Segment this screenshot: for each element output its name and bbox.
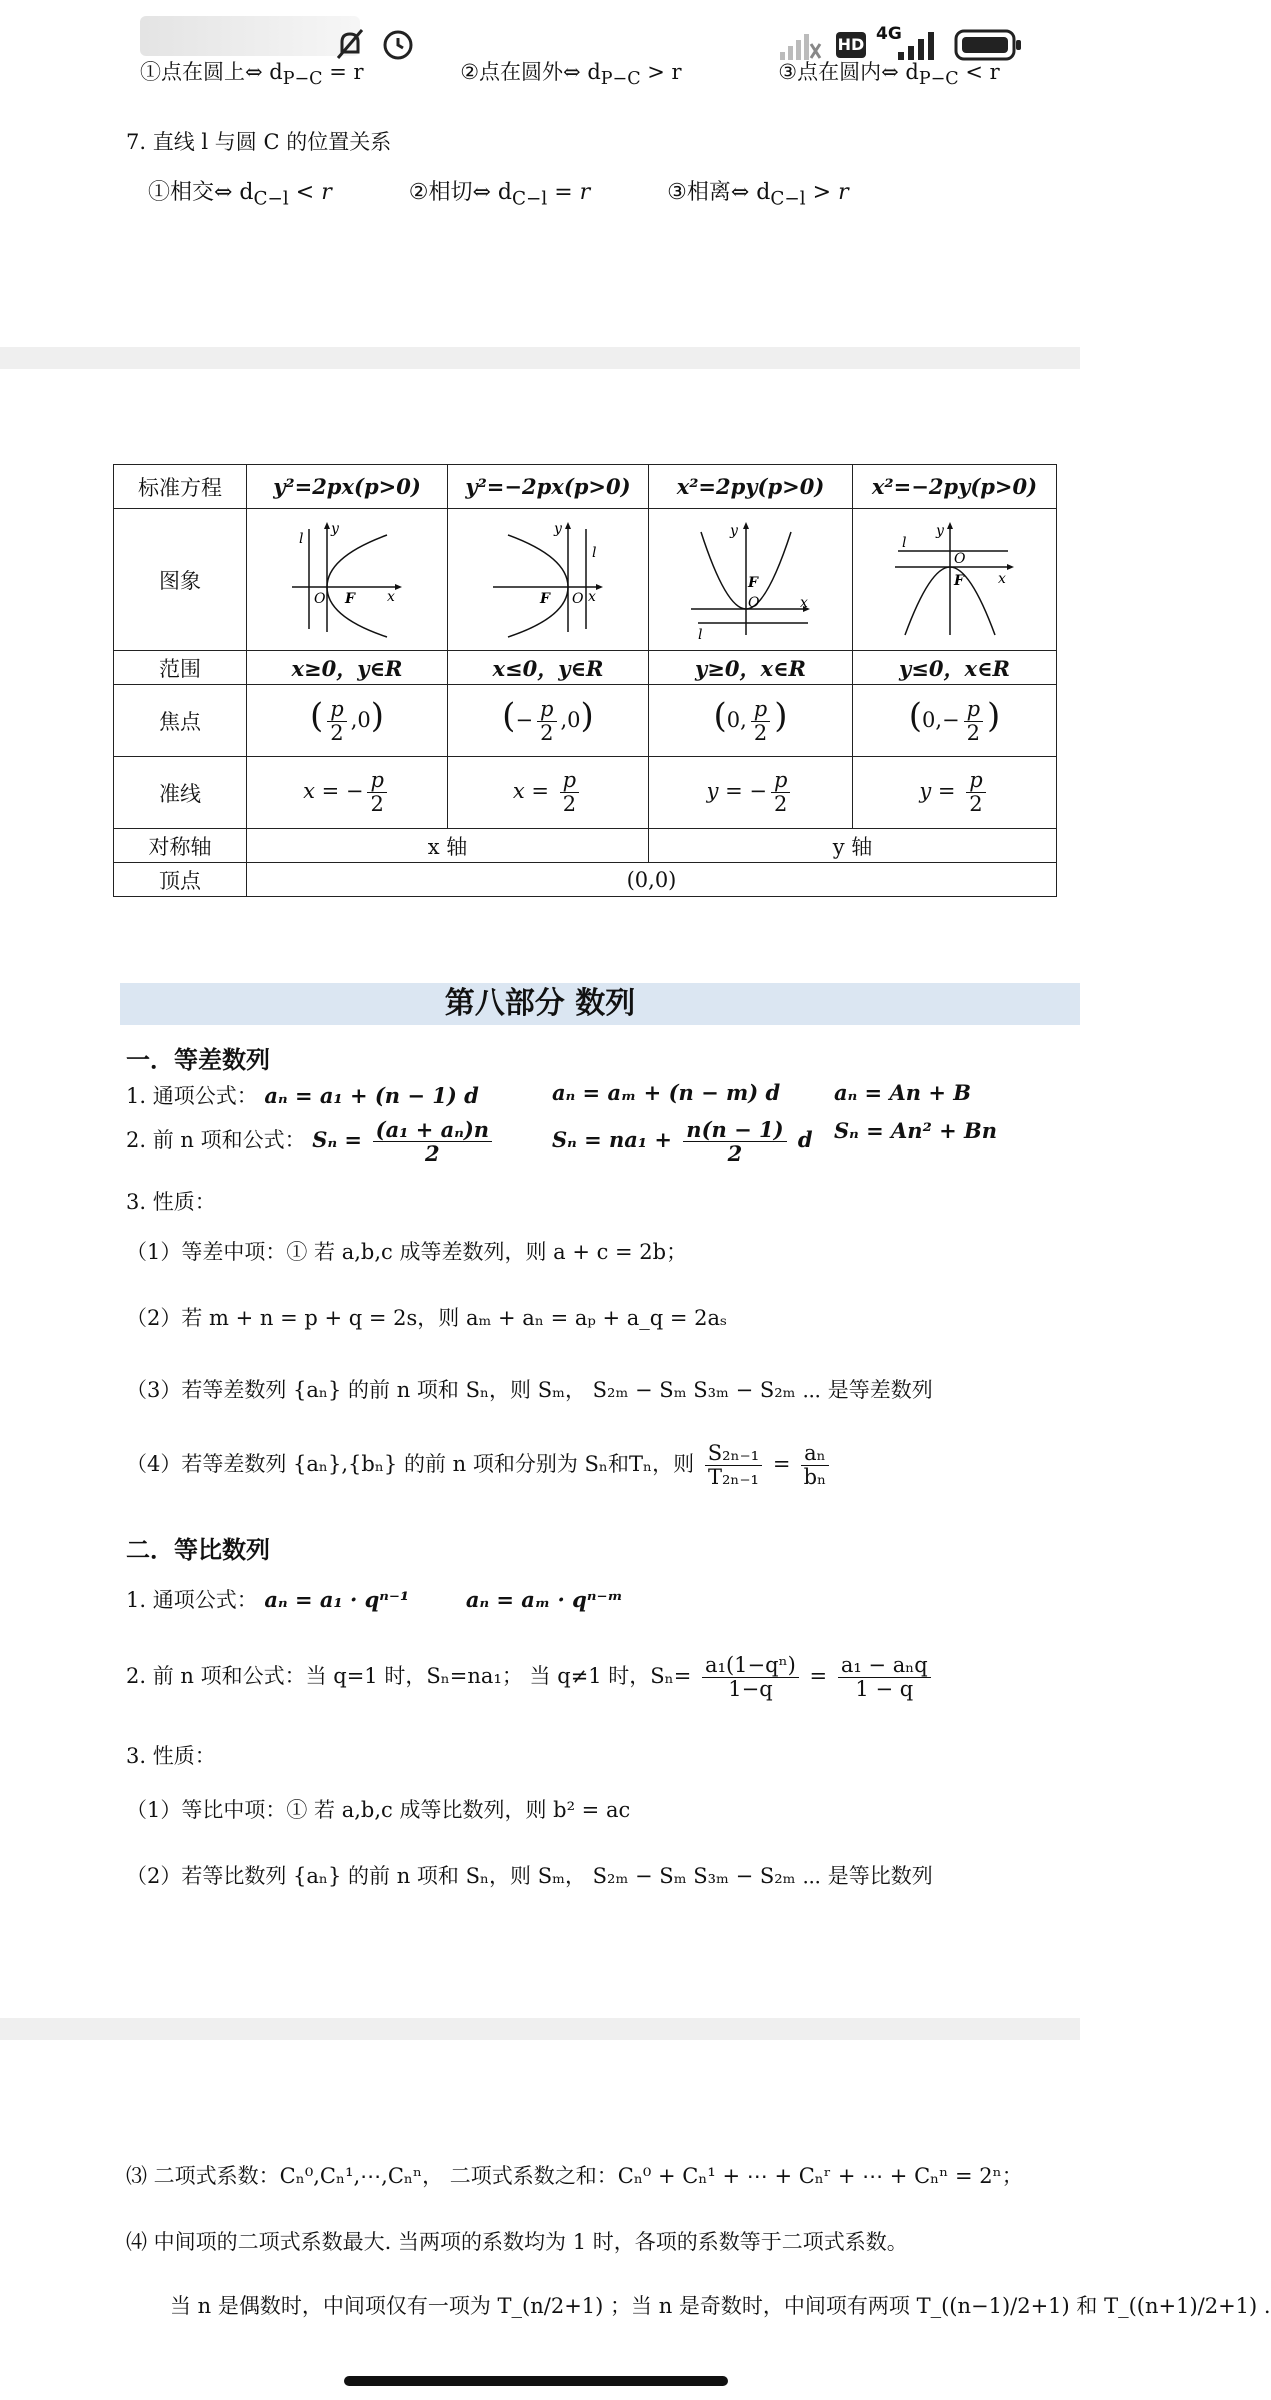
row-label: 范围 xyxy=(114,651,247,685)
vertex-cell: (0,0) xyxy=(247,863,1057,897)
directrix-cell: x = − $\frac{p}{2}$ xyxy=(247,757,448,829)
page-divider xyxy=(0,2018,1080,2040)
binomial-coefficients: ⑶ 二项式系数：Cₙ⁰,Cₙ¹,⋯,Cₙⁿ， 二项式系数之和：Cₙ⁰ + Cₙ¹ + ⋯ + Cₙʳ + ⋯ + Cₙⁿ = 2ⁿ； xyxy=(126,2164,1023,2188)
range-cell: y≤0，x∈R xyxy=(853,651,1057,685)
hd-badge: HD xyxy=(836,32,866,58)
graph-down-parabola xyxy=(853,509,1057,651)
range-cell: x≥0，y∈R xyxy=(247,651,448,685)
header-cell: y²=−2px(p>0) xyxy=(448,465,649,509)
axis-y-cell: y 轴 xyxy=(649,829,1057,863)
top-partial-line: ①点在圆上⇔ $d_{P-C} = r$ ②点在圆外⇔ $d_{P-C} > r$ ③点在圆内⇔ $d_{P-C} < r$ xyxy=(140,60,1000,90)
focus-cell: ( $\frac{p}{2}$ ,0) xyxy=(247,685,448,757)
focus-cell: (− $\frac{p}{2}$ ,0) xyxy=(448,685,649,757)
svg-text:y: y xyxy=(331,521,339,537)
row-label: 对称轴 xyxy=(114,829,247,863)
header-cell: 标准方程 xyxy=(114,465,247,509)
notification-blur xyxy=(140,16,360,56)
svg-text:l: l xyxy=(901,535,906,551)
parabola-table xyxy=(113,464,1057,897)
svg-text:y: y xyxy=(729,523,738,539)
arith-general-term: 1. 通项公式： aₙ = a₁ + (n − 1) d aₙ = aₘ + (n − m) d aₙ = An + B xyxy=(126,1080,971,1108)
arith-property-label: 3. 性质： xyxy=(126,1190,216,1214)
svg-text:x: x xyxy=(588,589,596,605)
svg-text:F: F xyxy=(953,573,964,589)
graph-left-parabola xyxy=(448,509,649,651)
svg-text:O: O xyxy=(953,551,965,567)
page-divider xyxy=(0,347,1080,369)
svg-text:O: O xyxy=(747,595,759,611)
directrix-cell: y = $\frac{p}{2}$ xyxy=(853,757,1057,829)
row-label: 顶点 xyxy=(114,863,247,897)
geom-property-label: 3. 性质： xyxy=(126,1744,216,1768)
svg-text:F: F xyxy=(540,591,550,607)
svg-text:F: F xyxy=(345,591,355,607)
circle-line-title: 7. 直线 l 与圆 C 的位置关系 xyxy=(126,130,392,154)
focus-cell: (0, $\frac{p}{2}$ ) xyxy=(649,685,853,757)
section-title: 第八部分 数列 xyxy=(444,986,636,1021)
geom-general-term: 1. 通项公式： aₙ = a₁ · qⁿ⁻¹ aₙ = aₘ · qⁿ⁻ᵐ xyxy=(126,1587,623,1612)
range-cell: x≤0，y∈R xyxy=(448,651,649,685)
geom-sum: 2. 前 n 项和公式：当 q=1 时，Sₙ=na₁； 当 q≠1 时，Sₙ= $\frac{\text{a₁(1−qⁿ)}}{1-q}$ = $\frac{\text{a₁ − aₙq}}{1 - q}$ xyxy=(126,1654,935,1701)
svg-text:O: O xyxy=(572,591,584,607)
axis-x-cell: x 轴 xyxy=(247,829,649,863)
circle-line-relations: ①相交⇔ $d_{C-l} < r$ ②相切⇔ $d_{C-l} = r$ ③相离⇔ $d_{C-l} > r$ xyxy=(148,180,849,210)
row-label: 准线 xyxy=(114,757,247,829)
home-indicator[interactable] xyxy=(344,2376,728,2386)
directrix-cell: y = − $\frac{p}{2}$ xyxy=(649,757,853,829)
svg-text:O: O xyxy=(314,591,326,607)
directrix-cell: x = $\frac{p}{2}$ xyxy=(448,757,649,829)
svg-text:l: l xyxy=(697,627,702,643)
binomial-parity: 当 n 是偶数时，中间项仅有一项为 T_(n/2+1) ；当 n 是奇数时，中间项有两项 T_((n−1)/2+1) 和 T_((n+1)/2+1) . xyxy=(170,2294,1271,2318)
svg-text:x: x xyxy=(387,589,395,605)
svg-text:x: x xyxy=(799,595,808,611)
row-label: 焦点 xyxy=(114,685,247,757)
header-cell: y²=2px(p>0) xyxy=(247,465,448,509)
network-type: 4G xyxy=(876,24,902,44)
arith-property-3: （3）若等差数列 {aₙ} 的前 n 项和 Sₙ，则 Sₘ， S₂ₘ − Sₘ S₃ₘ − S₂ₘ ⋯ 是等差数列 xyxy=(126,1378,933,1402)
header-cell: x²=2py(p>0) xyxy=(649,465,853,509)
geom-property-2: （2）若等比数列 {aₙ} 的前 n 项和 Sₙ，则 Sₘ， S₂ₘ − Sₘ S₃ₘ − S₂ₘ ⋯ 是等比数列 xyxy=(126,1864,933,1888)
range-cell: y≥0，x∈R xyxy=(649,651,853,685)
svg-text:x: x xyxy=(997,571,1006,587)
svg-text:y: y xyxy=(935,523,944,539)
graph-up-parabola xyxy=(649,509,853,651)
svg-text:y: y xyxy=(554,521,562,537)
svg-text:l: l xyxy=(299,531,304,547)
arith-heading: 一．等差数列 xyxy=(126,1046,270,1074)
arith-property-4: （4）若等差数列 {aₙ},{bₙ} 的前 n 项和分别为 Sₙ和Tₙ，则 $\frac{\text{S₂ₙ₋₁}}{\text{T₂ₙ₋₁}}$ = $\frac{\text{aₙ}}{\text{bₙ}}$ xyxy=(126,1442,833,1489)
geom-heading: 二．等比数列 xyxy=(126,1536,270,1564)
graph-right-parabola xyxy=(247,509,448,651)
arith-property-2: （2）若 m + n = p + q = 2s，则 aₘ + aₙ = aₚ + a_q = 2aₛ xyxy=(126,1306,728,1330)
geom-property-1: （1）等比中项：① 若 a,b,c 成等比数列，则 b² = ac xyxy=(126,1798,631,1822)
svg-text:l: l xyxy=(592,545,597,561)
svg-text:F: F xyxy=(747,575,758,591)
binomial-middle-term: ⑷ 中间项的二项式系数最大. 当两项的系数均为 1 时，各项的系数等于二项式系数。 xyxy=(126,2230,908,2254)
row-label: 图象 xyxy=(114,509,247,651)
arith-property-1: （1）等差中项：① 若 a,b,c 成等差数列，则 a + c = 2b； xyxy=(126,1240,688,1264)
header-cell: x²=−2py(p>0) xyxy=(853,465,1057,509)
arith-sum: 2. 前 n 项和公式： Sₙ = $\frac{\text{(a₁ + aₙ)n}}{2}$ Sₙ = na₁ + $\frac{n(n - 1)}{2}$ d Sₙ = An² + Bn xyxy=(126,1117,997,1167)
focus-cell: (0,− $\frac{p}{2}$ ) xyxy=(853,685,1057,757)
